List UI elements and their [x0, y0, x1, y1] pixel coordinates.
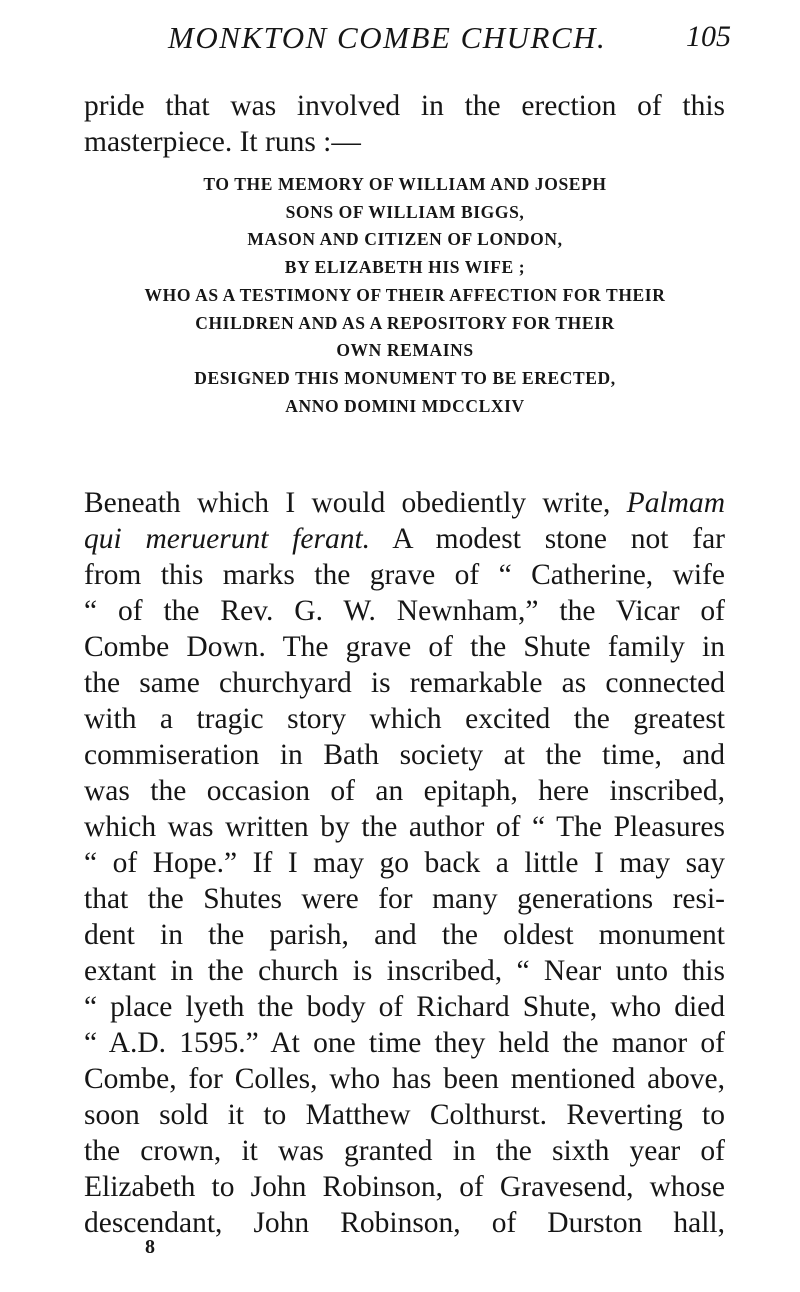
text-line: masterpiece. It runs :— — [84, 126, 361, 158]
text-line: was the occasion of an epitaph, here inscribed, — [84, 775, 725, 807]
text-line: “ place lyeth the body of Richard Shute, who died — [84, 991, 725, 1023]
text-line: that the Shutes were for many generations resi- — [84, 883, 725, 915]
epitaph-line: OWN REMAINS — [336, 340, 474, 361]
text-line: the same churchyard is remarkable as connected — [84, 667, 725, 699]
text-line: pride that was involved in the erection of this — [84, 90, 725, 122]
epitaph-line: BY ELIZABETH HIS WIFE ; — [284, 257, 526, 278]
text-line: “ A.D. 1595.” At one time they held the manor of — [84, 1027, 725, 1059]
text-line: soon sold it to Matthew Colthurst. Reverting to — [84, 1099, 725, 1131]
text-line — [84, 485, 725, 521]
epitaph-line: DESIGNED THIS MONUMENT TO BE ERECTED, — [194, 367, 616, 388]
latin-phrase: qui meruerunt ferant. — [84, 523, 371, 555]
text-line: which was written by the author of “ The Pleasures — [84, 811, 725, 843]
epitaph-inscription — [80, 171, 730, 420]
signature-mark: 8 — [145, 1236, 155, 1258]
latin-phrase: Palmam — [626, 487, 725, 519]
epitaph-line: WHO AS A TESTIMONY OF THEIR AFFECTION FOR THEIR — [144, 284, 666, 305]
body-paragraph — [84, 485, 725, 1241]
text-line: with a tragic story which excited the greatest — [84, 703, 725, 735]
text-line: from this marks the grave of “ Catherine, wife — [84, 559, 725, 591]
text-line: extant in the church is inscribed, “ Near unto this — [84, 955, 725, 987]
running-header — [0, 20, 800, 60]
text-line: dent in the parish, and the oldest monument — [84, 919, 725, 951]
text-line: “ of Hope.” If I may go back a little I may say — [84, 847, 725, 879]
intro-paragraph — [84, 88, 725, 160]
epitaph-line: SONS OF WILLIAM BIGGS, — [285, 201, 525, 222]
text-line: descendant, John Robinson, of Durston hall, — [84, 1207, 725, 1239]
epitaph-line: ANNO DOMINI MDCCLXIV — [285, 395, 525, 416]
running-title: MONKTON COMBE CHURCH. — [168, 20, 607, 55]
text-line: the crown, it was granted in the sixth year of — [84, 1135, 725, 1167]
text-line: Elizabeth to John Robinson, of Gravesend, whose — [84, 1171, 725, 1203]
epitaph-line: CHILDREN AND AS A REPOSITORY FOR THEIR — [195, 312, 615, 333]
line-text: A modest stone not far — [392, 523, 725, 555]
epitaph-line: TO THE MEMORY OF WILLIAM AND JOSEPH — [203, 174, 607, 194]
text-line: “ of the Rev. G. W. Newnham,” the Vicar of — [84, 595, 725, 627]
text-line — [84, 521, 725, 557]
text-line: Combe Down. The grave of the Shute family in — [84, 631, 725, 663]
text-line: Combe, for Colles, who has been mentioned above, — [84, 1063, 725, 1095]
line-text: Beneath which I would obediently write, — [84, 487, 611, 519]
page-number: 105 — [686, 20, 731, 53]
epitaph-line: MASON AND CITIZEN OF LONDON, — [247, 229, 563, 250]
text-line: commiseration in Bath society at the time, and — [84, 739, 725, 771]
